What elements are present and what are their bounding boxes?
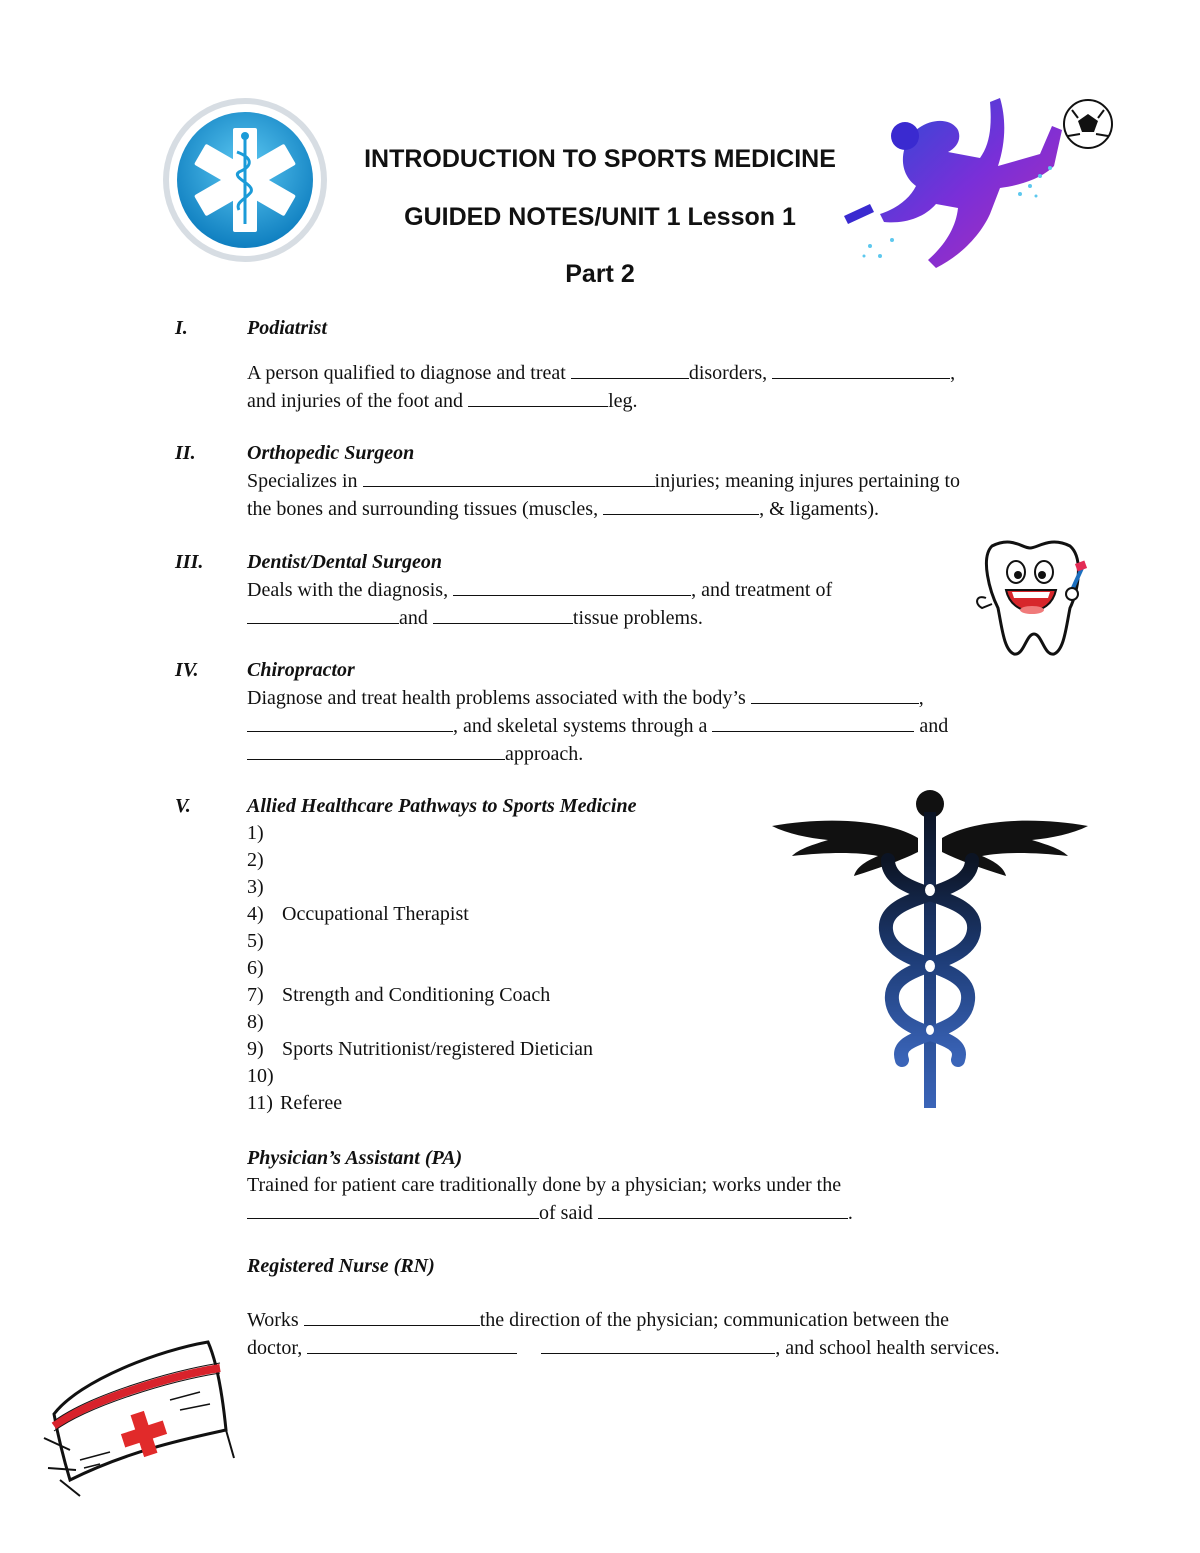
caduceus-icon	[768, 790, 1092, 1112]
list-item: 1)	[247, 822, 264, 844]
fill-blank[interactable]	[598, 1199, 848, 1219]
list-item: 8)	[247, 1011, 264, 1033]
fill-blank[interactable]	[541, 1334, 775, 1354]
section-chiropractor	[175, 657, 1055, 768]
section-number: IV.	[175, 659, 199, 681]
section-text: Trained for patient care traditionally done by a physician; works under the of said .	[247, 1174, 853, 1224]
page-part: Part 2	[565, 260, 635, 288]
fill-blank[interactable]	[433, 604, 573, 624]
star-of-life-icon	[160, 96, 330, 264]
fill-blank[interactable]	[247, 712, 453, 732]
fill-blank[interactable]	[571, 359, 689, 379]
list-item: 5)	[247, 930, 264, 952]
section-heading: Dentist/Dental Surgeon	[247, 551, 443, 573]
section-registered-nurse	[175, 1253, 1055, 1362]
section-number: II.	[175, 442, 196, 464]
list-item: 11) Referee	[247, 1092, 343, 1114]
fill-blank[interactable]	[772, 359, 950, 379]
fill-blank[interactable]	[307, 1334, 517, 1354]
list-item: 7) Strength and Conditioning Coach	[247, 984, 551, 1006]
list-item: 3)	[247, 876, 264, 898]
section-orthopedic-surgeon	[175, 440, 1055, 523]
section-podiatrist	[175, 315, 1055, 415]
section-heading: Orthopedic Surgeon	[247, 442, 415, 464]
section-text: Diagnose and treat health problems associated with the body’s , , and skeletal systems through a and approach.	[247, 684, 1055, 768]
section-heading: Chiropractor	[247, 659, 355, 681]
fill-blank[interactable]	[247, 740, 505, 760]
section-heading: Registered Nurse (RN)	[247, 1255, 435, 1277]
section-text: A person qualified to diagnose and treat disorders, , and injuries of the foot and leg.	[247, 359, 1055, 415]
section-text: Works the direction of the physician; communication between the doctor, , and school health services.	[247, 1306, 1055, 1362]
section-dentist	[175, 549, 1055, 632]
page-subtitle: GUIDED NOTES/UNIT 1 Lesson 1	[404, 203, 796, 231]
fill-blank[interactable]	[751, 684, 919, 704]
fill-blank[interactable]	[453, 576, 691, 596]
tooth-cartoon-icon	[972, 538, 1090, 660]
list-item: 9) Sports Nutritionist/registered Dietician	[247, 1038, 594, 1060]
section-heading: Podiatrist	[247, 317, 328, 339]
list-item: 4) Occupational Therapist	[247, 903, 469, 925]
list-item: 6)	[247, 957, 264, 979]
fill-blank[interactable]	[363, 467, 655, 487]
fill-blank[interactable]	[247, 1199, 539, 1219]
fill-blank[interactable]	[304, 1306, 480, 1326]
section-heading: Physician’s Assistant (PA)	[247, 1147, 463, 1169]
section-heading: Allied Healthcare Pathways to Sports Medicine	[247, 795, 637, 817]
section-physician-assistant	[175, 1145, 1055, 1227]
page-title: INTRODUCTION TO SPORTS MEDICINE	[364, 145, 836, 173]
list-item: 10)	[247, 1065, 274, 1087]
section-text: Deals with the diagnosis, , and treatment of and tissue problems.	[247, 576, 1055, 632]
fill-blank[interactable]	[468, 387, 608, 407]
section-number: V.	[175, 795, 191, 817]
fill-blank[interactable]	[603, 495, 759, 515]
nurse-cap-icon	[40, 1330, 235, 1498]
list-item: 2)	[247, 849, 264, 871]
fill-blank[interactable]	[247, 604, 399, 624]
section-number: III.	[175, 551, 204, 573]
section-number: I.	[175, 317, 188, 339]
fill-blank[interactable]	[712, 712, 914, 732]
soccer-player-icon	[840, 96, 1115, 274]
section-text: Specializes in injuries; meaning injures pertaining to the bones and surrounding tissues (muscles, , & ligaments).	[247, 467, 1055, 523]
